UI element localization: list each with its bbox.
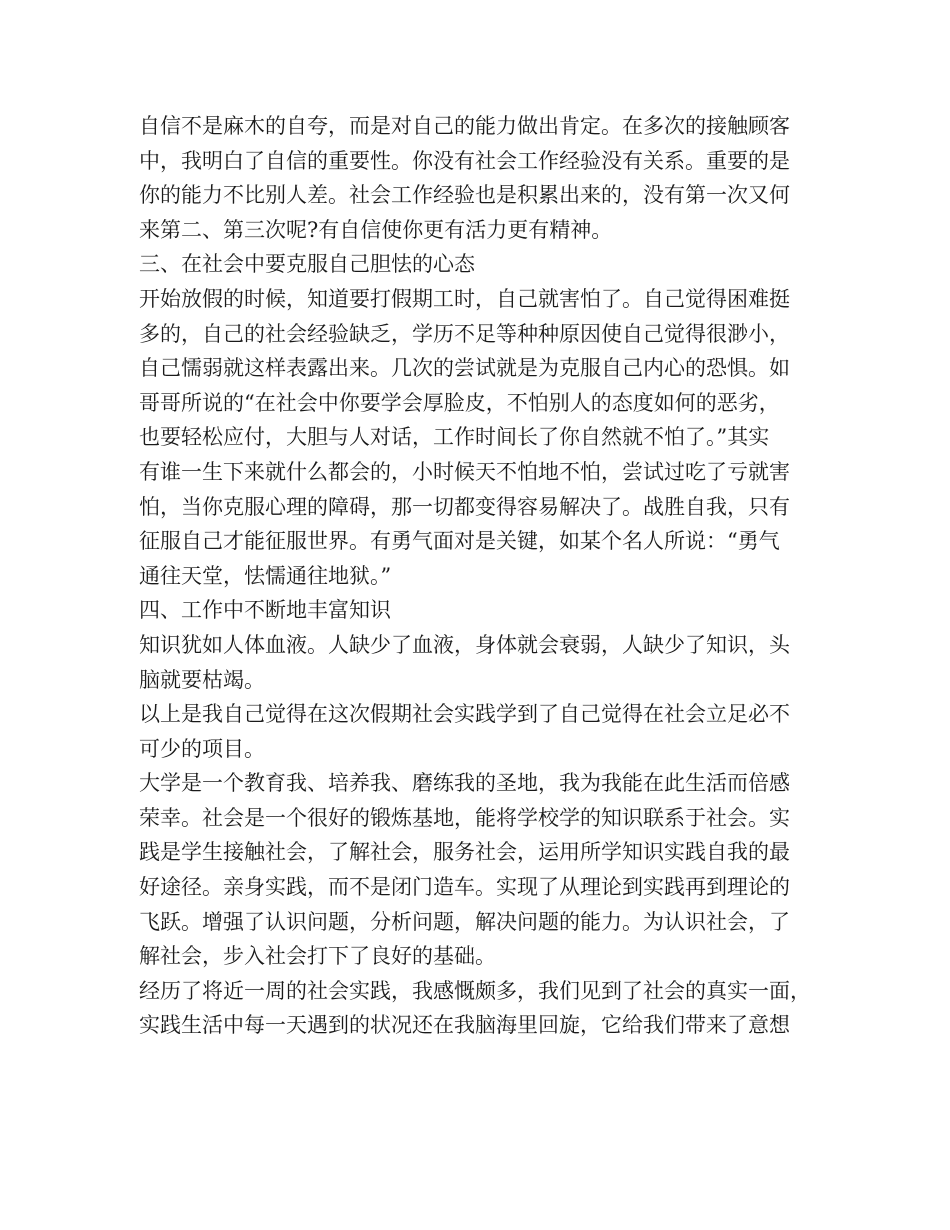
text-line-11: 有谁一生下来就什么都会的，小时候天不怕地不怕，尝试过吃了亏就害 <box>139 459 790 484</box>
text-line-18: 以上是我自己觉得在这次假期社会实践学到了自己觉得在社会立足必不 <box>139 702 790 727</box>
section-heading-3: 三、在社会中要克服自己胆怯的心态 <box>139 252 475 277</box>
section-heading-4: 四、工作中不断地丰富知识 <box>139 598 391 623</box>
text-line-13: 征服自己才能征服世界。有勇气面对是关键，如某个名人所说：“勇气 <box>139 529 780 554</box>
text-line-7: 多的，自己的社会经验缺乏，学历不足等种种原因使自己觉得很渺小， <box>139 321 790 346</box>
text-line-22: 践是学生接触社会，了解社会，服务社会，运用所学知识实践自我的最 <box>139 840 790 865</box>
text-line-9: 哥哥所说的“在社会中你要学会厚脸皮，不怕别人的态度如何的恶劣， <box>139 390 780 415</box>
text-line-1: 自信不是麻木的自夸，而是对自己的能力做出肯定。在多次的接触顾客 <box>139 114 790 138</box>
text-line-17: 脑就要枯竭。 <box>139 667 265 692</box>
text-line-19: 可少的项目。 <box>139 736 265 761</box>
document-body <box>139 109 829 1043</box>
text-line-24: 飞跃。增强了认识问题，分析问题，解决问题的能力。为认识社会，了 <box>139 909 790 934</box>
text-line-8: 自己懦弱就这样表露出来。几次的尝试就是为克服自己内心的恐惧。如 <box>139 356 790 381</box>
text-line-27: 实践生活中每一天遇到的状况还在我脑海里回旋，它给我们带来了意想 <box>139 1013 790 1038</box>
text-line-2: 中，我明白了自信的重要性。你没有社会工作经验没有关系。重要的是 <box>139 148 790 173</box>
text-line-3: 你的能力不比别人差。社会工作经验也是积累出来的，没有第一次又何 <box>139 183 790 208</box>
text-line-6: 开始放假的时候，知道要打假期工时，自己就害怕了。自己觉得困难挺 <box>139 286 790 311</box>
text-line-12: 怕，当你克服心理的障碍，那一切都变得容易解决了。战胜自我，只有 <box>139 494 790 519</box>
text-line-25: 解社会，步入社会打下了良好的基础。 <box>139 944 496 969</box>
text-line-23: 好途径。亲身实践，而不是闭门造车。实现了从理论到实践再到理论的 <box>139 875 790 900</box>
text-line-16: 知识犹如人体血液。人缺少了血液，身体就会衰弱，人缺少了知识，头 <box>139 632 790 657</box>
text-line-20: 大学是一个教育我、培养我、磨练我的圣地，我为我能在此生活而倍感 <box>139 771 790 796</box>
text-line-4: 来第二、第三次呢?有自信使你更有活力更有精神。 <box>139 217 613 242</box>
text-line-10: 也要轻松应付，大胆与人对话，工作时间长了你自然就不怕了。”其实 <box>139 425 770 450</box>
text-line-21: 荣幸。社会是一个很好的锻炼基地，能将学校学的知识联系于社会。实 <box>139 805 790 830</box>
text-line-14: 通往天堂，怯懦通往地狱。” <box>139 563 392 588</box>
text-line-26: 经历了将近一周的社会实践，我感慨颇多，我们见到了社会的真实一面， <box>139 978 811 1003</box>
